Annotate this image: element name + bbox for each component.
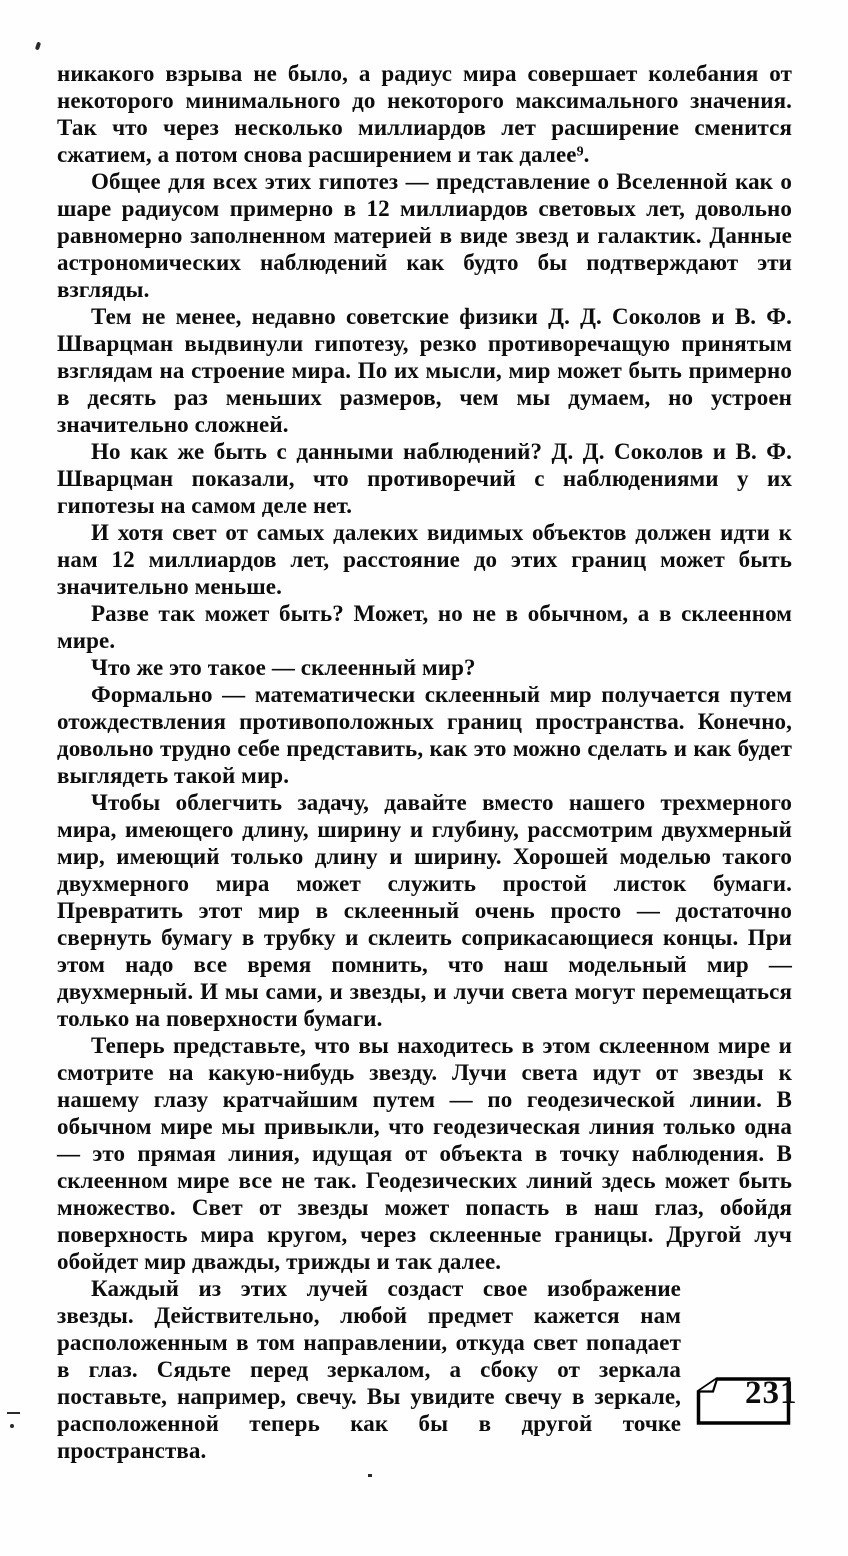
page-number: 231	[745, 1375, 798, 1411]
paragraph	[57, 1275, 798, 1464]
scan-artifact	[35, 42, 41, 51]
page-number-box	[695, 1375, 798, 1426]
paragraph: И хотя свет от самых далеких видимых объектов должен идти к нам 12 миллиардов лет, расстояние до этих границ может быть значительно меньше.	[57, 520, 792, 599]
paragraph: никакого взрыва не было, а радиус мира совершает колебания от некоторого минимального до некоторого максимального значения. Так что через несколько миллиардов лет расширение сменится сжатием, а потом снова расширением и так далее⁹.	[57, 61, 792, 167]
scan-artifact	[10, 1424, 14, 1428]
paragraph: Общее для всех этих гипотез — представление о Вселенной как о шаре радиусом примерно в 12 миллиардов световых лет, довольно равномерно заполненном материей в виде звезд и галактик. Данные астрономических наблюдений как будто бы подтверждают эти взгляды.	[57, 169, 792, 302]
paragraph-text: Каждый из этих лучей создаст свое изображение звезды. Действительно, любой предмет кажется нам расположенным в том направлении, откуда свет попадает в глаз. Сядьте перед зеркалом, а сбоку от зеркала поставьте, например, свечу. Вы увидите свечу в зеркале, расположенной теперь как бы в другой точке пространства.	[57, 1276, 681, 1463]
paragraph: Теперь представьте, что вы находитесь в этом склеенном мире и смотрите на какую-нибудь звезду. Лучи света идут от звезды к нашему глазу кратчайшим путем — по геодезической линии. В обычном мире мы привыкли, что геодезическая линия только одна — это прямая линия, идущая от объекта в точку наблюдения. В склеенном мире все не так. Геодезических линий здесь может быть множество. Свет от звезды может попасть в наш глаз, обойдя поверхность мира кругом, через склеенные границы. Другой луч обойдет мир дважды, трижды и так далее.	[57, 1033, 792, 1274]
body-text	[57, 60, 798, 1464]
scan-artifact	[368, 1474, 372, 1477]
paragraph: Формально — математически склеенный мир получается путем отождествления противоположных границ пространства. Конечно, довольно трудно себе представить, как это можно сделать и как будет выглядеть такой мир.	[57, 682, 792, 788]
paragraph: Тем не менее, недавно советские физики Д. Д. Соколов и В. Ф. Шварцман выдвинули гипотезу, резко противоречащую принятым взглядам на строение мира. По их мысли, мир может быть примерно в десять раз меньших размеров, чем мы думаем, но устроен значительно сложней.	[57, 304, 792, 437]
scan-artifact	[7, 1412, 20, 1414]
paragraph: Разве так может быть? Может, но не в обычном, а в склеенном мире.	[57, 601, 792, 653]
paragraph: Чтобы облегчить задачу, давайте вместо нашего трехмерного мира, имеющего длину, ширину и глубину, рассмотрим двухмерный мир, имеющий только длину и ширину. Хорошей моделью такого двухмерного мира может служить простой листок бумаги. Превратить этот мир в склеенный очень просто — достаточно свернуть бумагу в трубку и склеить соприкасающиеся концы. При этом надо все время помнить, что наш модельный мир — двухмерный. И мы сами, и звезды, и лучи света могут перемещаться только на поверхности бумаги.	[57, 790, 792, 1031]
paragraph: Что же это такое — склеенный мир?	[91, 655, 476, 680]
paragraph: Но как же быть с данными наблюдений? Д. Д. Соколов и В. Ф. Шварцман показали, что противоречий с наблюдениями у их гипотезы на самом деле нет.	[57, 439, 792, 518]
